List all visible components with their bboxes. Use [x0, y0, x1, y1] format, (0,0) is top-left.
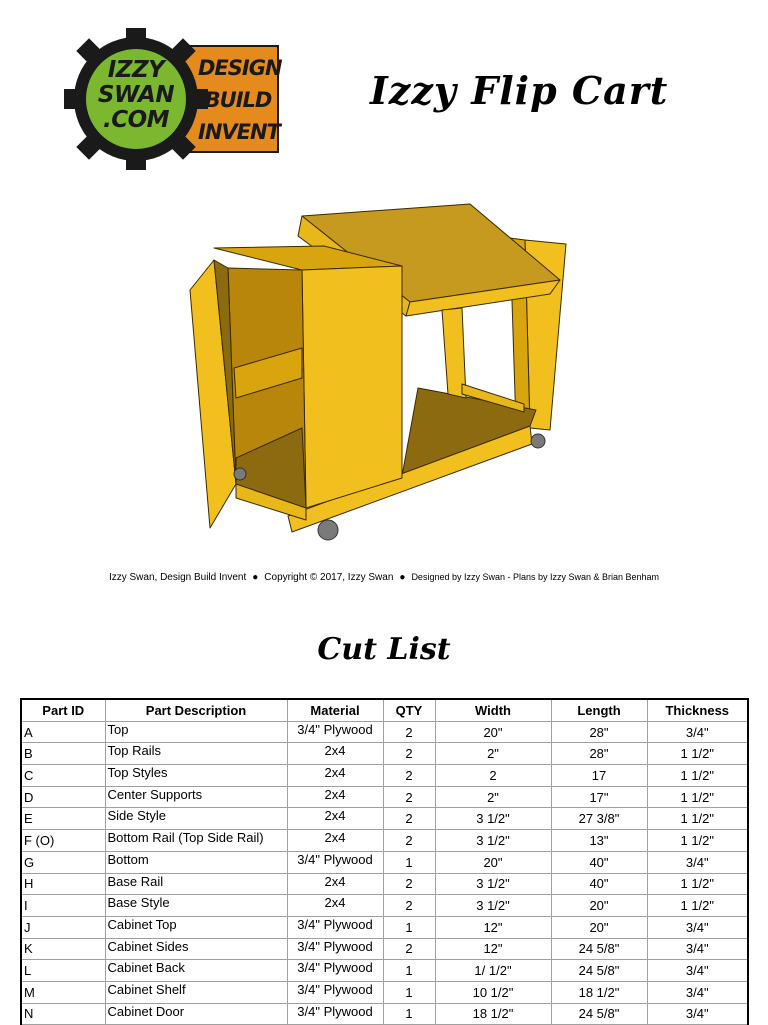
column-header: Thickness — [647, 699, 748, 721]
table-row — [21, 786, 748, 808]
logo-line: DESIGN — [198, 56, 282, 80]
footer-copyright: Copyright © 2017, Izzy Swan — [264, 572, 394, 583]
width-cell: 1/ 1/2" — [435, 960, 551, 982]
length-cell: 27 3/8" — [551, 808, 647, 830]
thickness-cell: 1 1/2" — [647, 765, 748, 787]
part-description-cell: Cabinet Back — [105, 960, 287, 982]
width-cell: 2 — [435, 765, 551, 787]
part-description-cell: Cabinet Top — [105, 916, 287, 938]
width-cell: 20" — [435, 721, 551, 743]
length-cell: 40" — [551, 851, 647, 873]
material-cell: 2x4 — [287, 808, 383, 830]
material-cell: 3/4" Plywood — [287, 938, 383, 960]
material-cell: 3/4" Plywood — [287, 916, 383, 938]
table-row — [21, 743, 748, 765]
part-description-cell: Top — [105, 721, 287, 743]
thickness-cell: 3/4" — [647, 938, 748, 960]
qty-cell: 2 — [383, 873, 435, 895]
length-cell: 17" — [551, 786, 647, 808]
thickness-cell: 1 1/2" — [647, 895, 748, 917]
length-cell: 40" — [551, 873, 647, 895]
width-cell: 18 1/2" — [435, 1003, 551, 1025]
logo-line: .COM — [102, 107, 170, 133]
part-id-cell: M — [21, 981, 105, 1003]
part-id-cell: E — [21, 808, 105, 830]
qty-cell: 2 — [383, 765, 435, 787]
thickness-cell: 3/4" — [647, 851, 748, 873]
table-row — [21, 1003, 748, 1025]
table-header-row — [21, 699, 748, 721]
section-title: Cut List — [317, 632, 451, 667]
length-cell: 24 5/8" — [551, 938, 647, 960]
table-row — [21, 960, 748, 982]
length-cell: 28" — [551, 743, 647, 765]
material-cell: 3/4" Plywood — [287, 1003, 383, 1025]
table-row — [21, 765, 748, 787]
thickness-cell: 3/4" — [647, 916, 748, 938]
part-id-cell: G — [21, 851, 105, 873]
thickness-cell: 1 1/2" — [647, 830, 748, 852]
material-cell: 2x4 — [287, 895, 383, 917]
part-id-cell: K — [21, 938, 105, 960]
length-cell: 20" — [551, 916, 647, 938]
part-id-cell: A — [21, 721, 105, 743]
material-cell: 3/4" Plywood — [287, 721, 383, 743]
table-row — [21, 851, 748, 873]
length-cell: 24 5/8" — [551, 1003, 647, 1025]
part-description-cell: Cabinet Door — [105, 1003, 287, 1025]
column-header: Part Description — [105, 699, 287, 721]
thickness-cell: 3/4" — [647, 721, 748, 743]
table-row — [21, 721, 748, 743]
part-id-cell: D — [21, 786, 105, 808]
qty-cell: 2 — [383, 721, 435, 743]
width-cell: 2" — [435, 743, 551, 765]
logo-line: INVENT — [198, 120, 280, 144]
footer-credits: Designed by Izzy Swan - Plans by Izzy Swan & Brian Benham — [411, 572, 660, 582]
material-cell: 2x4 — [287, 873, 383, 895]
part-id-cell: H — [21, 873, 105, 895]
material-cell: 2x4 — [287, 743, 383, 765]
part-id-cell: B — [21, 743, 105, 765]
qty-cell: 2 — [383, 743, 435, 765]
material-cell: 3/4" Plywood — [287, 960, 383, 982]
part-description-cell: Side Style — [105, 808, 287, 830]
flip-cart-3d-drawing — [180, 198, 580, 550]
logo-line: BUILD — [204, 88, 272, 112]
material-cell: 3/4" Plywood — [287, 851, 383, 873]
width-cell: 3 1/2" — [435, 808, 551, 830]
thickness-cell: 1 1/2" — [647, 873, 748, 895]
footer — [0, 572, 768, 583]
logo-side-text — [198, 52, 282, 148]
length-cell: 20" — [551, 895, 647, 917]
width-cell: 12" — [435, 916, 551, 938]
table-row — [21, 938, 748, 960]
logo-line: SWAN — [97, 82, 175, 108]
qty-cell: 1 — [383, 960, 435, 982]
part-description-cell: Cabinet Sides — [105, 938, 287, 960]
material-cell: 3/4" Plywood — [287, 981, 383, 1003]
thickness-cell: 1 1/2" — [647, 743, 748, 765]
table-row — [21, 873, 748, 895]
width-cell: 2" — [435, 786, 551, 808]
table-row — [21, 981, 748, 1003]
column-header: Material — [287, 699, 383, 721]
part-description-cell: Cabinet Shelf — [105, 981, 287, 1003]
part-id-cell: C — [21, 765, 105, 787]
length-cell: 24 5/8" — [551, 960, 647, 982]
qty-cell: 2 — [383, 938, 435, 960]
width-cell: 20" — [435, 851, 551, 873]
thickness-cell: 3/4" — [647, 981, 748, 1003]
table-body — [21, 721, 748, 1025]
table-row — [21, 895, 748, 917]
thickness-cell: 1 1/2" — [647, 786, 748, 808]
length-cell: 18 1/2" — [551, 981, 647, 1003]
qty-cell: 1 — [383, 851, 435, 873]
qty-cell: 2 — [383, 808, 435, 830]
material-cell: 2x4 — [287, 830, 383, 852]
width-cell: 12" — [435, 938, 551, 960]
part-description-cell: Bottom — [105, 851, 287, 873]
part-id-cell: L — [21, 960, 105, 982]
table-row — [21, 916, 748, 938]
part-description-cell: Top Styles — [105, 765, 287, 787]
logo-main-text — [82, 58, 190, 133]
length-cell: 17 — [551, 765, 647, 787]
table-row — [21, 830, 748, 852]
length-cell: 28" — [551, 721, 647, 743]
thickness-cell: 3/4" — [647, 1003, 748, 1025]
part-description-cell: Center Supports — [105, 786, 287, 808]
part-description-cell: Base Rail — [105, 873, 287, 895]
bullet-icon: ● — [399, 572, 406, 583]
logo — [64, 28, 282, 170]
qty-cell: 2 — [383, 830, 435, 852]
column-header: Part ID — [21, 699, 105, 721]
material-cell: 2x4 — [287, 765, 383, 787]
part-description-cell: Base Style — [105, 895, 287, 917]
material-cell: 2x4 — [287, 786, 383, 808]
column-header: QTY — [383, 699, 435, 721]
part-id-cell: I — [21, 895, 105, 917]
page-title: Izzy Flip Cart — [370, 68, 669, 113]
qty-cell: 1 — [383, 981, 435, 1003]
qty-cell: 1 — [383, 916, 435, 938]
width-cell: 3 1/2" — [435, 830, 551, 852]
qty-cell: 2 — [383, 786, 435, 808]
width-cell: 3 1/2" — [435, 895, 551, 917]
footer-company: Izzy Swan, Design Build Invent — [108, 572, 247, 583]
part-id-cell: J — [21, 916, 105, 938]
column-header: Width — [435, 699, 551, 721]
qty-cell: 2 — [383, 895, 435, 917]
length-cell: 13" — [551, 830, 647, 852]
logo-line: IZZY — [107, 57, 165, 83]
width-cell: 3 1/2" — [435, 873, 551, 895]
cut-list-table — [20, 698, 749, 1025]
bullet-icon: ● — [252, 572, 259, 583]
part-description-cell: Top Rails — [105, 743, 287, 765]
part-description-cell: Bottom Rail (Top Side Rail) — [105, 830, 287, 852]
qty-cell: 1 — [383, 1003, 435, 1025]
part-id-cell: N — [21, 1003, 105, 1025]
thickness-cell: 1 1/2" — [647, 808, 748, 830]
thickness-cell: 3/4" — [647, 960, 748, 982]
part-id-cell: F (O) — [21, 830, 105, 852]
table-row — [21, 808, 748, 830]
width-cell: 10 1/2" — [435, 981, 551, 1003]
column-header: Length — [551, 699, 647, 721]
